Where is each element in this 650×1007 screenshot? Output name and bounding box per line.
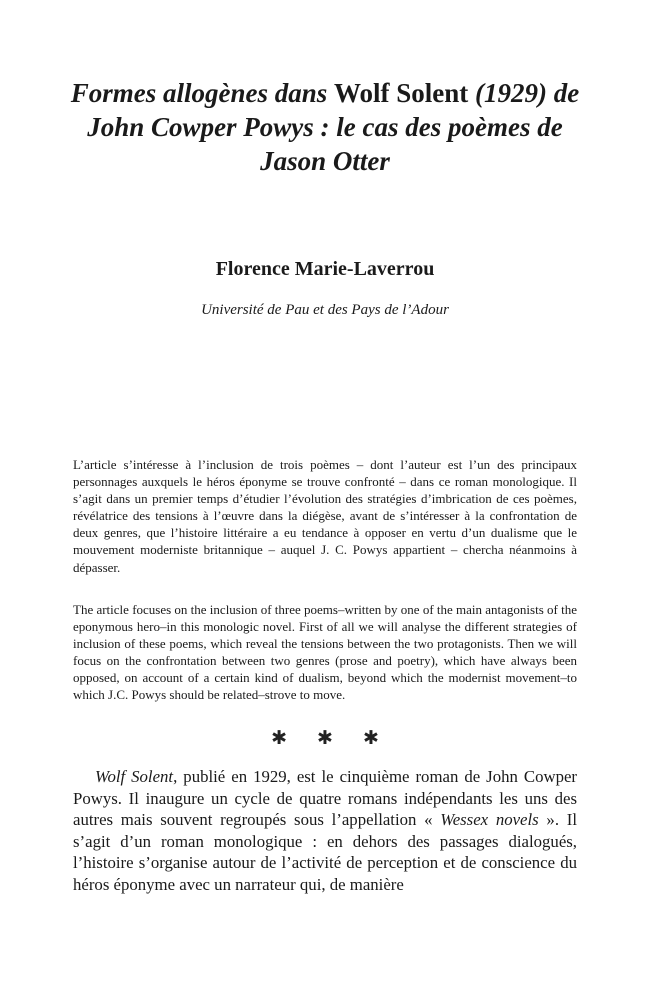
section-ornament-icon: ✱ ✱ ✱ <box>271 727 391 749</box>
title-part-2: (1929) de John Cowper Powys : le cas des poèmes de Jason Otter <box>87 78 580 176</box>
body-series-name: Wessex novels <box>440 810 539 829</box>
title-part-1: Formes allogènes dans <box>70 78 335 108</box>
body-text-1: , publié en 1929, est le cinquième roman de John Cowper Powys. Il inaugure un cycle de quatre romans indépendants les uns des autres mais souvent regroupés sous l’appellation « <box>73 767 577 829</box>
abstract-french: L’article s’intéresse à l’inclusion de trois poèmes – dont l’auteur est l’un des principaux personnages auxquels le héros éponyme se trouve confronté – dans ce roman monologique. Il s’agit dans un premier temps d’étudier l’évolution des stratégies d’imbrication de ces poèmes, révélatrice des tensions à l’œuvre dans la diégèse, avant de s’intéresser à la confrontation de deux genres, que l’histoire littéraire a eu tendance à opposer en vertu d’un dualisme que le mouvement moderniste britannique – auquel J. C. Powys appartient – chercha néanmoins à dépasser. <box>73 457 577 575</box>
author-name: Florence Marie-Laverrou <box>215 258 435 280</box>
body-paragraph <box>73 766 577 895</box>
abstract-english: The article focuses on the inclusion of three poems–written by one of the main antagonists of the eponymous hero–in this monologic novel. First of all we will analyse the different strategies of inclusion of these poems, which reveal the tensions between the two protagonists. Then we will focus on the confrontation between two genres (prose and poetry), which have always been opposed, on account of a certain kind of dualism, beyond which the modernist movement–to which J.C. Powys should be related–strove to move. <box>73 602 577 703</box>
author-affiliation: Université de Pau et des Pays de l’Adour <box>201 302 449 318</box>
body-novel-name: Wolf Solent <box>95 767 174 786</box>
title-novel-name: Wolf Solent <box>334 78 469 108</box>
body-text-2: ». Il s’agit d’un roman monologique : en dehors des passages dialogués, l’histoire s’organise autour de l’activité de perception et de conscience du héros éponyme avec un narrateur qui, de manière <box>73 810 577 894</box>
article-title <box>60 76 590 178</box>
